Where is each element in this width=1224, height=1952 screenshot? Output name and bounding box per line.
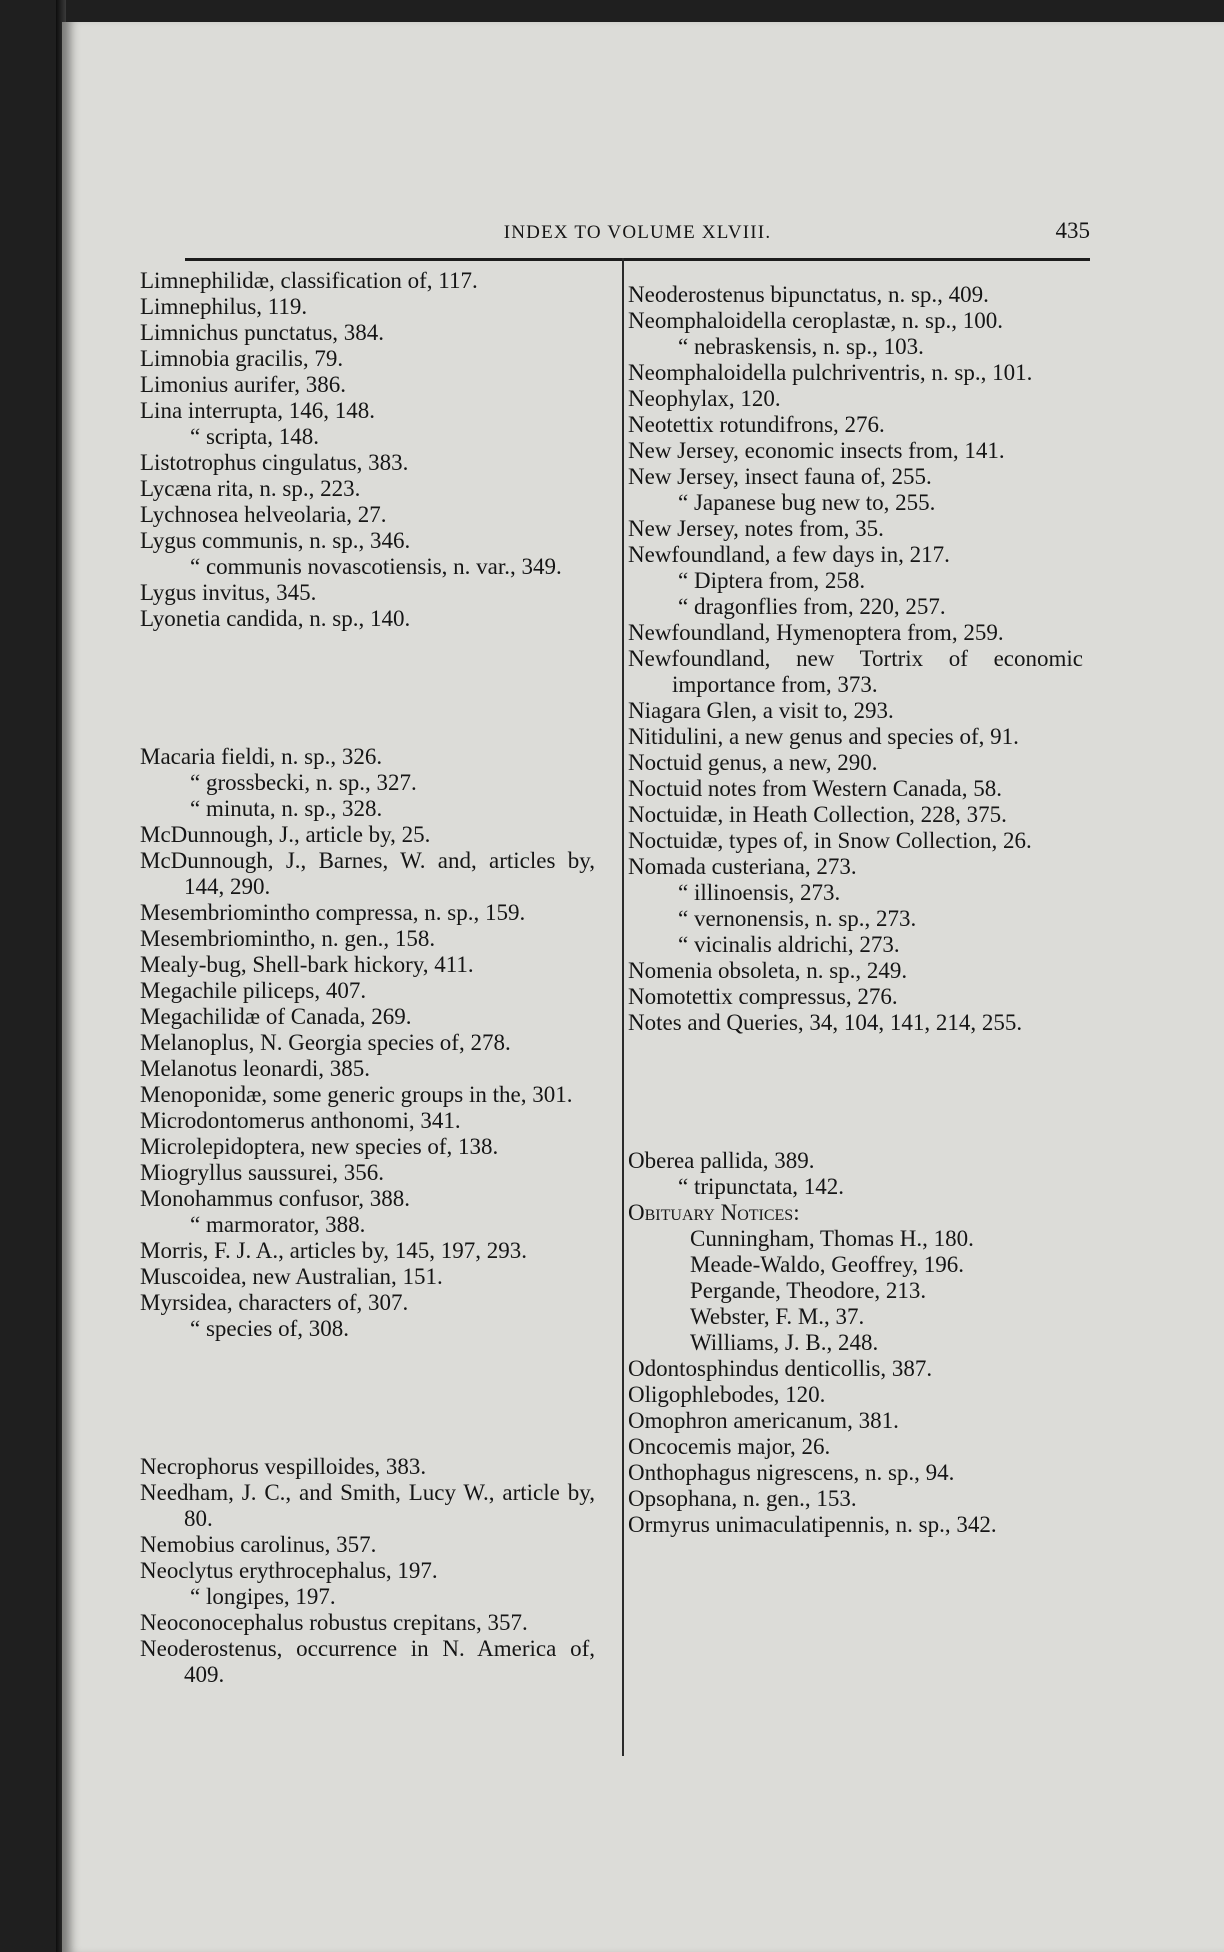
index-entry: Noctuid notes from Western Canada, 58. <box>628 776 1002 801</box>
index-entry: Limnichus punctatus, 384. <box>140 320 385 345</box>
index-entry: Muscoidea, new Australian, 151. <box>140 1264 443 1289</box>
index-entry: Limonius aurifer, 386. <box>140 372 347 397</box>
section-gap <box>140 632 595 744</box>
index-entry: New Jersey, notes from, 35. <box>628 516 884 541</box>
index-entry: “ species of, 308. <box>190 1316 350 1341</box>
index-entry: Neotettix rotundifrons, 276. <box>628 412 885 437</box>
index-entry: Myrsidea, characters of, 307. <box>140 1290 409 1315</box>
index-entry: Neoclytus erythrocephalus, 197. <box>140 1558 438 1583</box>
index-entry: Nomenia obsoleta, n. sp., 249. <box>628 958 908 983</box>
index-entry: “ dragonflies from, 220, 257. <box>678 594 946 619</box>
index-entry: Microdontomerus anthonomi, 341. <box>140 1108 461 1133</box>
index-entry: Morris, F. J. A., articles by, 145, 197, 293. <box>140 1238 528 1263</box>
header-rule <box>185 258 1090 261</box>
index-entry: Necrophorus vespilloides, 383. <box>140 1454 427 1479</box>
right-column <box>628 282 1083 1538</box>
index-entry: Odontosphindus denticollis, 387. <box>628 1356 933 1381</box>
index-entry: “ communis novascotiensis, n. var., 349. <box>190 554 562 579</box>
index-entry: Menoponidæ, some generic groups in the, 301. <box>140 1082 573 1107</box>
index-entry: Neoderostenus, occurrence in N. America of, 409. <box>140 1636 595 1687</box>
index-entry: Megachile piliceps, 407. <box>140 978 367 1003</box>
index-entry: Newfoundland, a few days in, 217. <box>628 542 950 567</box>
index-entry: Opsophana, n. gen., 153. <box>628 1486 857 1511</box>
index-entry: Lygus communis, n. sp., 346. <box>140 528 411 553</box>
section-gap <box>628 1036 1083 1148</box>
index-entry: New Jersey, economic insects from, 141. <box>628 438 1005 463</box>
index-entry: “ nebraskensis, n. sp., 103. <box>678 334 924 359</box>
index-entry: Lygus invitus, 345. <box>140 580 317 605</box>
index-entry: Meade-Waldo, Geoffrey, 196. <box>690 1252 965 1277</box>
index-entry: “ longipes, 197. <box>190 1584 336 1609</box>
index-entry: Cunningham, Thomas H., 180. <box>690 1226 974 1251</box>
index-entry: Notes and Queries, 34, 104, 141, 214, 255. <box>628 1010 1023 1035</box>
index-entry: Needham, J. C., and Smith, Lucy W., article by, 80. <box>140 1480 595 1531</box>
index-entry: Newfoundland, Hymenoptera from, 259. <box>628 620 1004 645</box>
index-entry: Noctuidæ, types of, in Snow Collection, 26. <box>628 828 1032 853</box>
index-entry: Noctuidæ, in Heath Collection, 228, 375. <box>628 802 1007 827</box>
index-entry: Limnephilus, 119. <box>140 294 308 319</box>
index-entry: Oncocemis major, 26. <box>628 1434 831 1459</box>
index-entry: McDunnough, J., Barnes, W. and, articles by, 144, 290. <box>140 848 595 899</box>
left-column <box>140 268 595 1688</box>
running-head: INDEX TO VOLUME XLVIII. <box>503 222 772 243</box>
index-entry: Onthophagus nigrescens, n. sp., 94. <box>628 1460 955 1485</box>
index-entry: Limnephilidæ, classification of, 117. <box>140 268 478 293</box>
column-divider <box>622 258 624 1756</box>
index-entry: Omophron americanum, 381. <box>628 1408 899 1433</box>
index-entry: Listotrophus cingulatus, 383. <box>140 450 409 475</box>
index-entry: Mesembriomintho compressa, n. sp., 159. <box>140 900 526 925</box>
index-entry: Microlepidoptera, new species of, 138. <box>140 1134 499 1159</box>
index-entry: Melanotus leonardi, 385. <box>140 1056 370 1081</box>
index-entry: Lychnosea helveolaria, 27. <box>140 502 387 527</box>
index-entry: Miogryllus saussurei, 356. <box>140 1160 385 1185</box>
index-entry: Nomotettix compressus, 276. <box>628 984 898 1009</box>
page-number: 435 <box>1055 218 1090 243</box>
index-entry: Oligophlebodes, 120. <box>628 1382 826 1407</box>
index-entry: Mealy-bug, Shell-bark hickory, 411. <box>140 952 474 977</box>
index-entry: “ grossbecki, n. sp., 327. <box>190 770 417 795</box>
index-entry: New Jersey, insect fauna of, 255. <box>628 464 932 489</box>
index-entry: Limnobia gracilis, 79. <box>140 346 344 371</box>
index-entry: Mesembriomintho, n. gen., 158. <box>140 926 436 951</box>
index-entry: Macaria fieldi, n. sp., 326. <box>140 744 383 769</box>
index-entry: Nitidulini, a new genus and species of, 91. <box>628 724 1019 749</box>
index-entry: “ vernonensis, n. sp., 273. <box>678 906 917 931</box>
page-header <box>185 218 1090 262</box>
index-entry: Neoderostenus bipunctatus, n. sp., 409. <box>628 282 989 307</box>
index-entry: Oberea pallida, 389. <box>628 1148 815 1173</box>
index-entry: Niagara Glen, a visit to, 293. <box>628 698 894 723</box>
index-entry: Lina interrupta, 146, 148. <box>140 398 376 423</box>
section-gap <box>140 1342 595 1454</box>
index-entry: Nemobius carolinus, 357. <box>140 1532 377 1557</box>
index-entry: Webster, F. M., 37. <box>690 1304 865 1329</box>
index-entry: “ minuta, n. sp., 328. <box>190 796 383 821</box>
index-entry: Monohammus confusor, 388. <box>140 1186 410 1211</box>
index-entry: Nomada custeriana, 273. <box>628 854 857 879</box>
index-entry: Neophylax, 120. <box>628 386 781 411</box>
index-entry: “ marmorator, 388. <box>190 1212 366 1237</box>
index-entry: Pergande, Theodore, 213. <box>690 1278 927 1303</box>
index-entry: Megachilidæ of Canada, 269. <box>140 1004 412 1029</box>
index-entry: Lycæna rita, n. sp., 223. <box>140 476 361 501</box>
index-entry: “ vicinalis aldrichi, 273. <box>678 932 900 957</box>
index-entry: Neoconocephalus robustus crepitans, 357. <box>140 1610 528 1635</box>
index-entry: Noctuid genus, a new, 290. <box>628 750 878 775</box>
index-entry: “ illinoensis, 273. <box>678 880 841 905</box>
index-entry: Williams, J. B., 248. <box>690 1330 879 1355</box>
index-entry: Neomphaloidella ceroplastæ, n. sp., 100. <box>628 308 1003 333</box>
index-entry: “ tripunctata, 142. <box>678 1174 845 1199</box>
index-entry: McDunnough, J., article by, 25. <box>140 822 431 847</box>
index-entry: “ scripta, 148. <box>190 424 320 449</box>
index-entry: Obituary Notices: <box>628 1200 800 1225</box>
index-entry: “ Japanese bug new to, 255. <box>678 490 936 515</box>
index-entry: Neomphaloidella pulchriventris, n. sp., 101. <box>628 360 1033 385</box>
index-entry: “ Diptera from, 258. <box>678 568 866 593</box>
index-entry: Newfoundland, new Tortrix of economic importance from, 373. <box>628 646 1083 697</box>
index-entry: Lyonetia candida, n. sp., 140. <box>140 606 411 631</box>
index-entry: Melanoplus, N. Georgia species of, 278. <box>140 1030 511 1055</box>
index-entry: Ormyrus unimaculatipennis, n. sp., 342. <box>628 1512 997 1537</box>
